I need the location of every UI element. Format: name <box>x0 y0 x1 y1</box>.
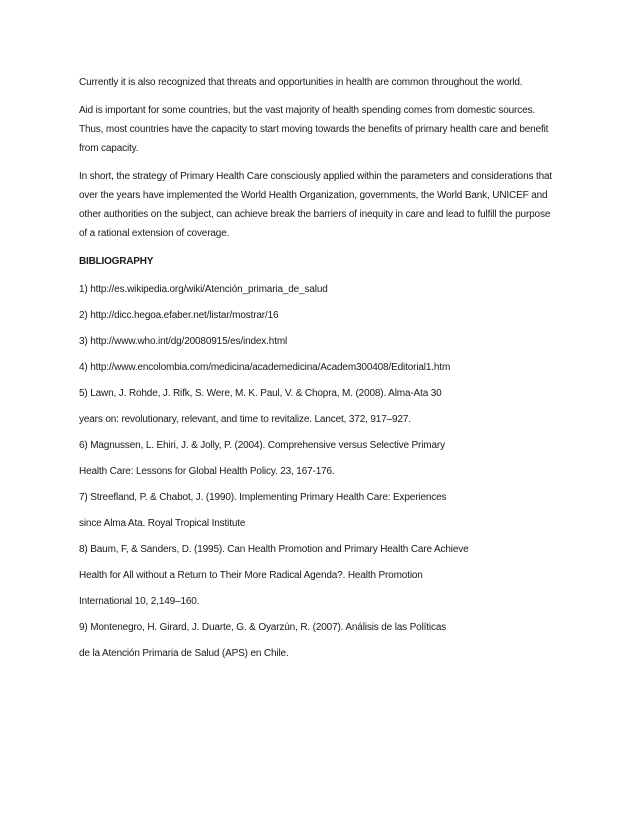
bibliography-entry-6: 6) Magnussen, L. Ehiri, J. & Jolly, P. (2004). Comprehensive versus Selective Primary <box>79 440 445 451</box>
bibliography-entry-3: 3) http://www.who.int/dg/20080915/es/index.html <box>79 336 288 347</box>
bibliography-entry-6-cont: Health Care: Lessons for Global Health Policy. 23, 167-176. <box>79 466 335 477</box>
bibliography-entry-8-cont2: International 10, 2,149–160. <box>79 596 200 607</box>
bibliography-entry-2: 2) http://dicc.hegoa.efaber.net/listar/mostrar/16 <box>79 310 279 321</box>
paragraph-aid: Aid is important for some countries, but the vast majority of health spending comes from domestic sources. Thus, most countries have the capacity to start moving towards the benefits of primary health care and benefit from capacity. <box>79 105 549 154</box>
bibliography-list <box>79 280 560 670</box>
bibliography-entry-5: 5) Lawn, J. Rohde, J. Rifk, S. Were, M. K. Paul, V. & Chopra, M. (2008). Alma-Ata 30 <box>79 388 442 399</box>
paragraph-threats: Currently it is also recognized that threats and opportunities in health are common throughout the world. <box>79 77 523 88</box>
bibliography-entry-9-cont: de la Atención Primaria de Salud (APS) en Chile. <box>79 648 289 659</box>
bibliography-entry-9: 9) Montenegro, H. Girard, J. Duarte, G. & Oyarzún, R. (2007). Análisis de las Políticas <box>79 622 447 633</box>
bibliography-entry-5-cont: years on: revolutionary, relevant, and time to revitalize. Lancet, 372, 917–927. <box>79 414 411 425</box>
bibliography-entry-8: 8) Baum, F, & Sanders, D. (1995). Can Health Promotion and Primary Health Care Achieve <box>79 544 469 555</box>
bibliography-heading: BIBLIOGRAPHY <box>79 256 154 267</box>
bibliography-entry-4: 4) http://www.encolombia.com/medicina/academedicina/Academ300408/Editorial1.htm <box>79 362 451 373</box>
bibliography-entry-1: 1) http://es.wikipedia.org/wiki/Atención_primaria_de_salud <box>79 284 328 295</box>
bibliography-entry-7: 7) Streefland, P. & Chabot, J. (1990). Implementing Primary Health Care: Experiences <box>79 492 447 503</box>
paragraph-summary: In short, the strategy of Primary Health Care consciously applied within the parameters and considerations that over the years have implemented the World Health Organization, governments, the World Bank, UNICEF and other authorities on the subject, can achieve break the barriers of inequity in care and lead to fulfill the purpose of a rational extension of coverage. <box>79 171 553 239</box>
bibliography-entry-7-cont: since Alma Ata. Royal Tropical Institute <box>79 518 246 529</box>
bibliography-entry-8-cont: Health for All without a Return to Their More Radical Agenda?. Health Promotion <box>79 570 423 581</box>
